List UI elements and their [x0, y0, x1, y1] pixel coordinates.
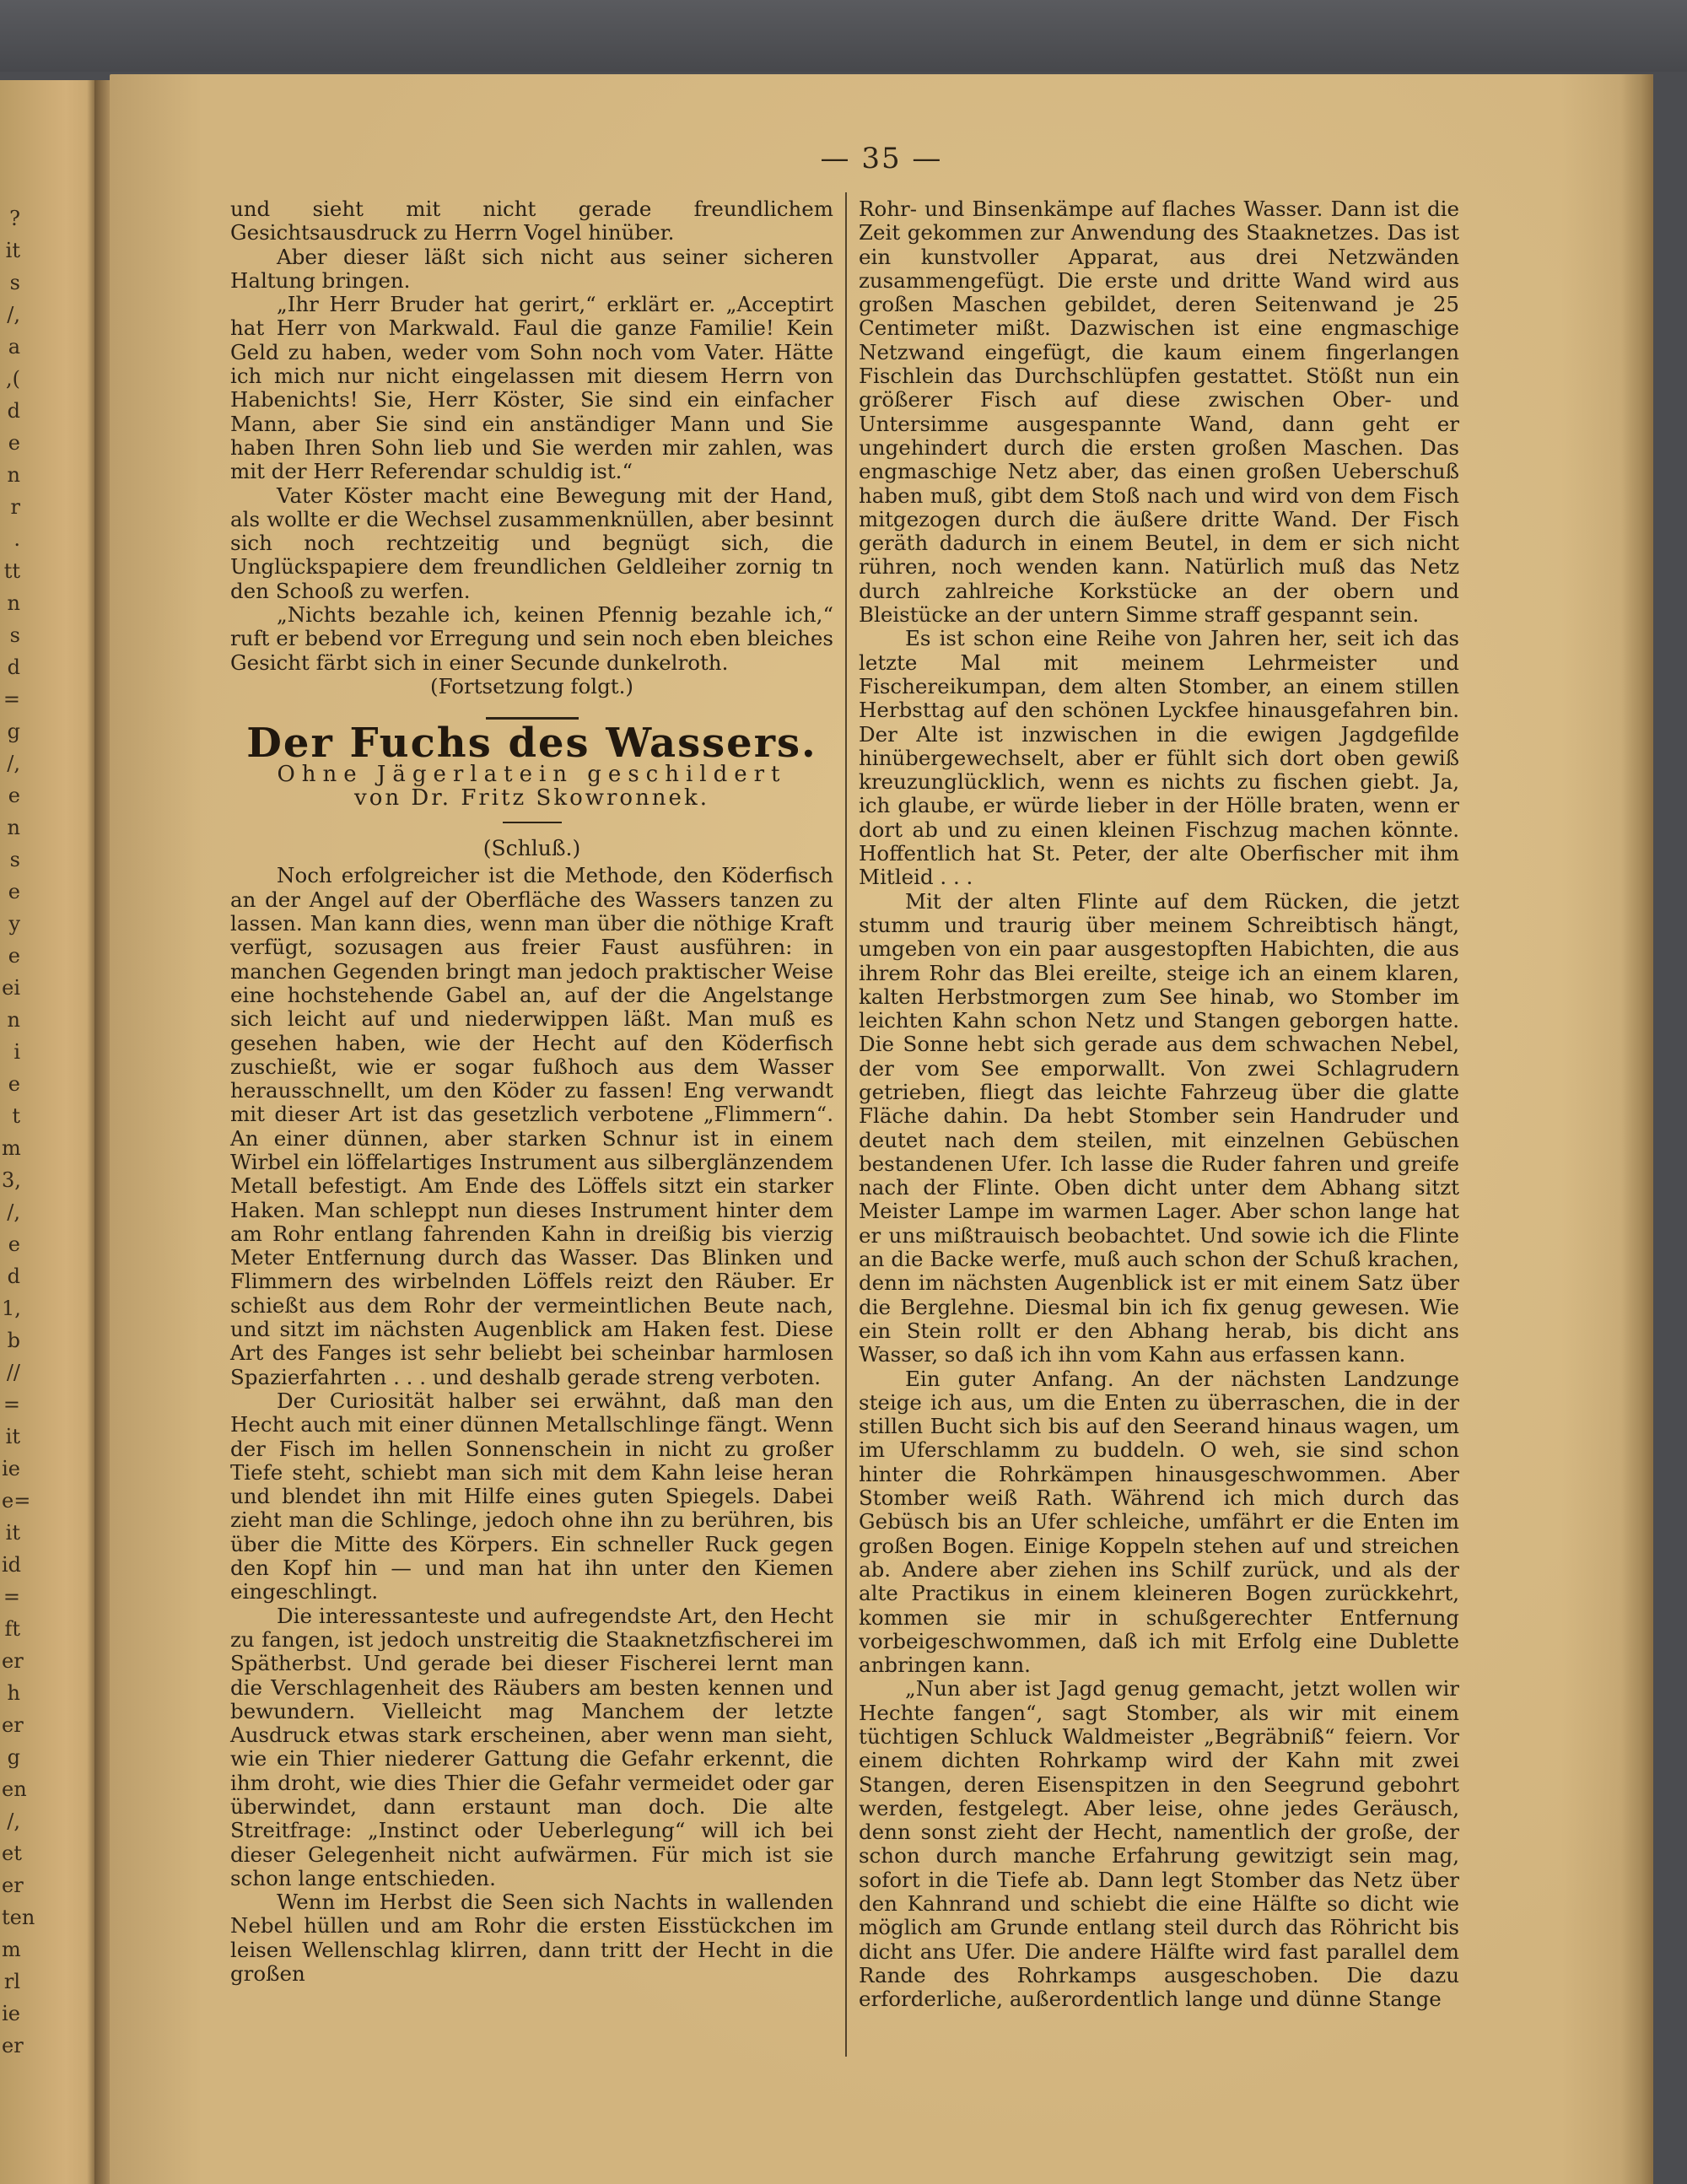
left-page-fragment: n [7, 463, 20, 487]
left-page-fragment: et [2, 1842, 22, 1865]
left-page-fragment: it [5, 1425, 20, 1448]
left-page-fragment: n [7, 591, 20, 615]
divider [503, 822, 562, 823]
left-page-fragment: /, [7, 1809, 20, 1833]
left-page-fragment: g [7, 1745, 20, 1769]
column-divider [845, 192, 847, 2057]
paragraph: Noch erfolgreicher ist die Methode, den Köderfisch an der Angel auf der Oberfläche des Wassers tanzen zu lassen. Man kann dies, wenn man über die nöthige Kraft verfügt, sozusagen aus freier Faust ausführen: in manchen Gegenden bringt man jedoch praktischer Weise eine hochstehende Gabel an, auf der die Angelstange sich leicht auf und niederwippen läßt. Man muß es gesehen haben, wie der Hecht auf den Köderfisch zuschießt, wie er sogar fußhoch aus dem Wasser herausschnellt, um den Köder zu fassen! Eng verwandt mit dieser Art ist das gesetzlich verbotene „Flimmern“. An einer dünnen, aber starken Schnur ist in einem Wirbel ein löffelartiges Instrument aus silberglänzendem Metall befestigt. Am Ende des Löffels sitzt ein starker Haken. Man schleppt nun dieses Instrument hinter dem am Rohr entlang fahrenden Kahn in dreißig bis vierzig Meter Entfernung durch das Wasser. Das Blinken und Flimmern des wirbelnden Löffels reizt den Räuber. Er schießt aus dem Rohr der vermeintlichen Beute nach, und sitzt im nächsten Augenblick am Haken fest. Diese Art des Fanges ist sehr beliebt bei scheinbar harmlosen Spazierfahrten . . . und deshalb gerade streng verboten. [230, 863, 833, 1389]
left-page-fragment: ft [4, 1617, 20, 1641]
paragraph: Die interessanteste und aufregendste Art, den Hecht zu fangen, ist jedoch unstreitig die Staaknetzfischerei im Spätherbst. Und gerade bei dieser Fischerei lernt man die Verschlagenheit des Räubers am besten kennen und bewundern. Vielleicht mag Manchem der letzte Ausdruck etwas stark erscheinen, aber wenn man sieht, wie ein Thier niederer Gattung die Gefahr erkennt, die ihm droht, wie dies Thier die Gefahr vermeidet oder gar überwindet, dann erstaunt man doch. Die alte Streitfrage: „Instinct oder Ueberlegung“ will ich bei dieser Gelegenheit nicht aufwärmen. Für mich ist sie schon lange entschieden. [230, 1603, 833, 1890]
left-page-fragment: e [8, 944, 20, 968]
left-column [230, 197, 833, 1986]
left-page-fragment: ten [2, 1906, 35, 1929]
paragraph: „Ihr Herr Bruder hat gerirt,“ erklärt er. „Acceptirt hat Herr von Markwald. Faul die ganze Familie! Kein Geld zu haben, weder vom Sohn noch vom Vater. Hätte ich mich nur nicht eingelassen mit diesem Herrn von Habenichts! Sie, Herr Köster, Sie sind ein einfacher Mann, aber Sie sind ein anständiger Mann und Sie haben Ihren Sohn lieb und Sie werden mir zahlen, was mit der Herr Referendar schuldig ist.“ [230, 292, 833, 484]
left-page-fragment: b [7, 1329, 20, 1352]
left-page-fragment: s [9, 623, 20, 647]
paragraph: und sieht mit nicht gerade freundlichem Gesichtsausdruck zu Herrn Vogel hinüber. [230, 197, 833, 245]
left-page-fragment: /, [7, 1200, 20, 1224]
left-page-fragment: rl [3, 1970, 20, 1993]
left-page-fragment: e [8, 431, 20, 455]
article-subtitle: Ohne Jägerlatein geschildert [277, 761, 787, 787]
paragraph: „Nun aber ist Jagd genug gemacht, jetzt wollen wir Hechte fangen“, sagt Stomber, als wir mit einem tüchtigen Schluck Waldmeister „Begräbniß“ feiern. Vor einem dichten Rohrkamp wird der Kahn mit zwei Stangen, deren Eisenspitzen in den Seegrund gebohrt werden, festgelegt. Aber leise, ohne jedes Geräusch, denn sonst zieht der Hecht, namentlich der große, der schon durch manche Erfahrung gewitzigt sein mag, sofort in die Tiefe ab. Dann legt Stomber das Netz über den Kahnrand und schiebt die eine Hälfte so dicht wie möglich am Grunde entlang steil durch das Röhricht bis dicht ans Ufer. Die andere Hälfte wird fast parallel dem Rande des Rohrkamps ausgeschoben. Die dazu erforderliche, außerordentlich lange und dünne Stange [859, 1676, 1459, 2012]
left-page-fragment: m [2, 1938, 21, 1961]
right-column [859, 197, 1459, 2012]
paragraph: Aber dieser läßt sich nicht aus seiner sicheren Haltung bringen. [230, 244, 833, 293]
paragraph: Vater Köster macht eine Bewegung mit der Hand, als wollte er die Wechsel zusammenknüllen, aber besinnt sich noch rechtzeitig und begnügt sich, die Unglückspapiere dem freundlichen Geldleiher zornig tn den Schooß zu werfen. [230, 483, 833, 603]
left-page-fragment: e [8, 1072, 20, 1096]
left-page-fragment: . [13, 527, 20, 551]
paragraph: Mit der alten Flinte auf dem Rücken, die jetzt stumm und traurig über meinem Schreibtisch hängt, umgeben von ein paar ausgestopften Habichten, die aus ihrem Rohr das Blei ereilte, steige ich an einem klaren, kalten Herbstmorgen zum See hinab, wo Stomber im leichten Kahn schon Netz und Stangen geborgen hatte. Die Sonne hebt sich gerade aus dem schwachen Nebel, der vom See emporwallt. Von zwei Schlagrudern getrieben, fliegt das leichte Fahrzeug über die glatte Fläche dahin. Da hebt Stomber sein Handruder und deutet nach dem steilen, mit einzelnen Gebüschen bestandenen Ufer. Ich lasse die Ruder fahren und greife nach der Flinte. Oben dicht unter dem Abhang sitzt Meister Lampe im warmen Lager. Aber schon lange hat er uns mißtrauisch beobachtet. Und sowie ich die Flinte an die Backe werfe, muß auch schon der Schuß krachen, denn im nächsten Augenblick ist er mit einem Satz über die Berglehne. Diesmal bin ich fix genug gewesen. Wie ein Stein rollt er den Abhang herab, bis dicht ans Wasser, so daß ich ihn vom Kahn aus erfassen kann. [859, 888, 1459, 1367]
left-page-fragment: en [2, 1777, 27, 1801]
section-label: (Schluß.) [482, 836, 581, 861]
left-page-fragment: = [3, 688, 20, 711]
paragraph: Rohr- und Binsenkämpe auf flaches Wasser. Dann ist die Zeit gekommen zur Anwendung des Staaknetzes. Das ist ein kunstvoller Apparat, aus drei Netzwänden zusammengefügt. Die erste und dritte Wand wird aus großen Maschen gebildet, deren Seitenwand je 25 Centimeter mißt. Dazwischen ist eine engmaschige Netzwand eingefügt, die kaum einem fingerlangen Fischlein das Durchschlüpfen gestattet. Stößt nun ein größerer Fisch auf diese zwischen Ober- und Untersimme ausgespannte Wand, dann geht er ungehindert durch die ersten großen Maschen. Das engmaschige Netz aber, das einen großen Ueberschuß haben muß, gibt dem Stoß nach und wird von dem Fisch mitgezogen durch die äußere dritte Wand. Der Fisch geräth dadurch in einem Beutel, in dem er sich nicht rühren, noch wenden kann. Natürlich muß das Netz durch zahlreiche Korkstücke an der obern und Bleistücke an der untern Simme straff gespannt sein. [859, 197, 1459, 628]
left-page-fragment: y [8, 912, 20, 936]
left-page-fragment: er [2, 1713, 24, 1737]
left-page-fragment: g [7, 720, 20, 743]
left-page-edge [0, 80, 94, 2184]
left-page-fragment: /, [7, 752, 20, 775]
page-number: — 35 — [820, 142, 943, 175]
left-page-fragment: /, [7, 303, 20, 326]
left-page-fragment: ? [9, 207, 20, 230]
left-page-fragment: t [12, 1104, 20, 1128]
left-page-fragment: ,( [6, 367, 20, 391]
background-strip [0, 0, 1687, 72]
paragraph: Der Curiosität halber sei erwähnt, daß man den Hecht auch mit einer dünnen Metallschlinge fängt. Wenn der Fisch im hellen Sonnenschein in nicht zu großer Tiefe steht, schiebt man sich mit dem Kahn leise heran und blendet ihn mit Hilfe eines guten Spiegels. Dabei zieht man die Schlinge, jedoch ohne ihn zu berühren, bis über die Mitte des Körpers. Ein schneller Ruck gegen den Kopf hin — und man hat ihn unter den Kiemen eingeschlingt. [230, 1388, 833, 1604]
left-page-fragment: // [6, 1361, 20, 1384]
left-page-fragment: d [7, 1265, 20, 1288]
left-page-fragment: id [2, 1553, 22, 1577]
left-page-fragment: it [5, 1521, 20, 1545]
left-page-fragment: ie [2, 1457, 20, 1480]
left-page-fragment: = [3, 1393, 20, 1416]
left-page-fragment: it [5, 239, 20, 262]
continuation-note: (Fortsetzung folgt.) [430, 673, 633, 698]
left-page-fragment: tt [3, 559, 20, 583]
paragraph: Es ist schon eine Reihe von Jahren her, seit ich das letzte Mal mit meinem Lehrmeister und Fischereikumpan, dem alten Stomber, an einem stillen Herbsttag auf den schönen Lyckfee hinausgefahren bin. Der Alte ist inzwischen in die ewigen Jagdgefilde hinübergewechselt, aber er fühlt sich dort oben gewiß kreuzunglücklich, wenn es nichts zu fischen giebt. Ja, ich glaube, er würde lieber in der Hölle braten, wenn er dort ab und zu einen kleinen Fischzug machen könnte. Hoffentlich hat St. Peter, der alte Oberfischer mit ihm Mitleid . . . [859, 626, 1459, 890]
left-page-fragment: n [7, 816, 20, 839]
left-page-fragment: 3, [2, 1168, 21, 1192]
left-page-fragment: d [7, 655, 20, 679]
left-page-fragment: ei [2, 976, 20, 1000]
left-page-fragment: 1, [2, 1297, 21, 1320]
left-page-fragment: i [13, 1040, 20, 1064]
left-page-fragment: ie [2, 2002, 20, 2025]
left-page-fragment: e [8, 1232, 20, 1256]
page [110, 74, 1653, 2184]
left-page-fragment: e [8, 880, 20, 903]
left-page-fragment: r [10, 495, 20, 519]
left-page-fragment: er [2, 1649, 24, 1673]
left-page-fragment: n [7, 1008, 20, 1032]
article-title: Der Fuchs des Wassers. [246, 720, 817, 768]
left-page-fragment: e= [2, 1489, 31, 1513]
paragraph: Ein guter Anfang. An der nächsten Landzunge steige ich aus, um die Enten zu überraschen, die in der stillen Bucht sich bis auf den Seerand hinaus wagen, um im Uferschlamm zu buddeln. O weh, sie sind schon hinter die Rohrkämpen hinausgeschwommen. Aber Stomber weiß Rath. Während ich mich durch das Gebüsch bis an Ufer schleiche, umfährt er die Enten im großen Bogen. Einige Koppeln stehen auf und streichen ab. Andere aber ziehen ins Schilf zurück, und als der alte Practikus in einem kleineren Bogen zurückkehrt, kommen sie mir in schußgerechter Entfernung vorbeigeschwommen, daß ich mit Erfolg eine Dublette anbringen kann. [859, 1366, 1459, 1678]
page-edge-shadow [1621, 74, 1653, 2184]
left-page-fragment: s [9, 848, 20, 871]
article-byline: von Dr. Fritz Skowronnek. [354, 785, 709, 811]
left-page-fragment: a [8, 335, 20, 359]
left-page-fragment: d [7, 399, 20, 423]
left-page-fragment: er [2, 2034, 24, 2057]
left-page-fragment: = [3, 1585, 20, 1609]
left-page-fragment: s [9, 271, 20, 294]
left-page-fragment: h [7, 1681, 20, 1705]
left-page-fragment: m [2, 1136, 21, 1160]
paragraph: „Nichts bezahle ich, keinen Pfennig bezahle ich,“ ruft er bebend vor Erregung und sein noch eben bleiches Gesicht färbt sich in einer Secunde dunkelroth. [230, 602, 833, 675]
left-page-fragment: e [8, 784, 20, 807]
left-page-fragment: er [2, 1874, 24, 1897]
paragraph: Wenn im Herbst die Seen sich Nachts in wallenden Nebel hüllen und am Rohr die ersten Eisstückchen im leisen Wellenschlag klirren, dann tritt der Hecht in die großen [230, 1890, 833, 1987]
